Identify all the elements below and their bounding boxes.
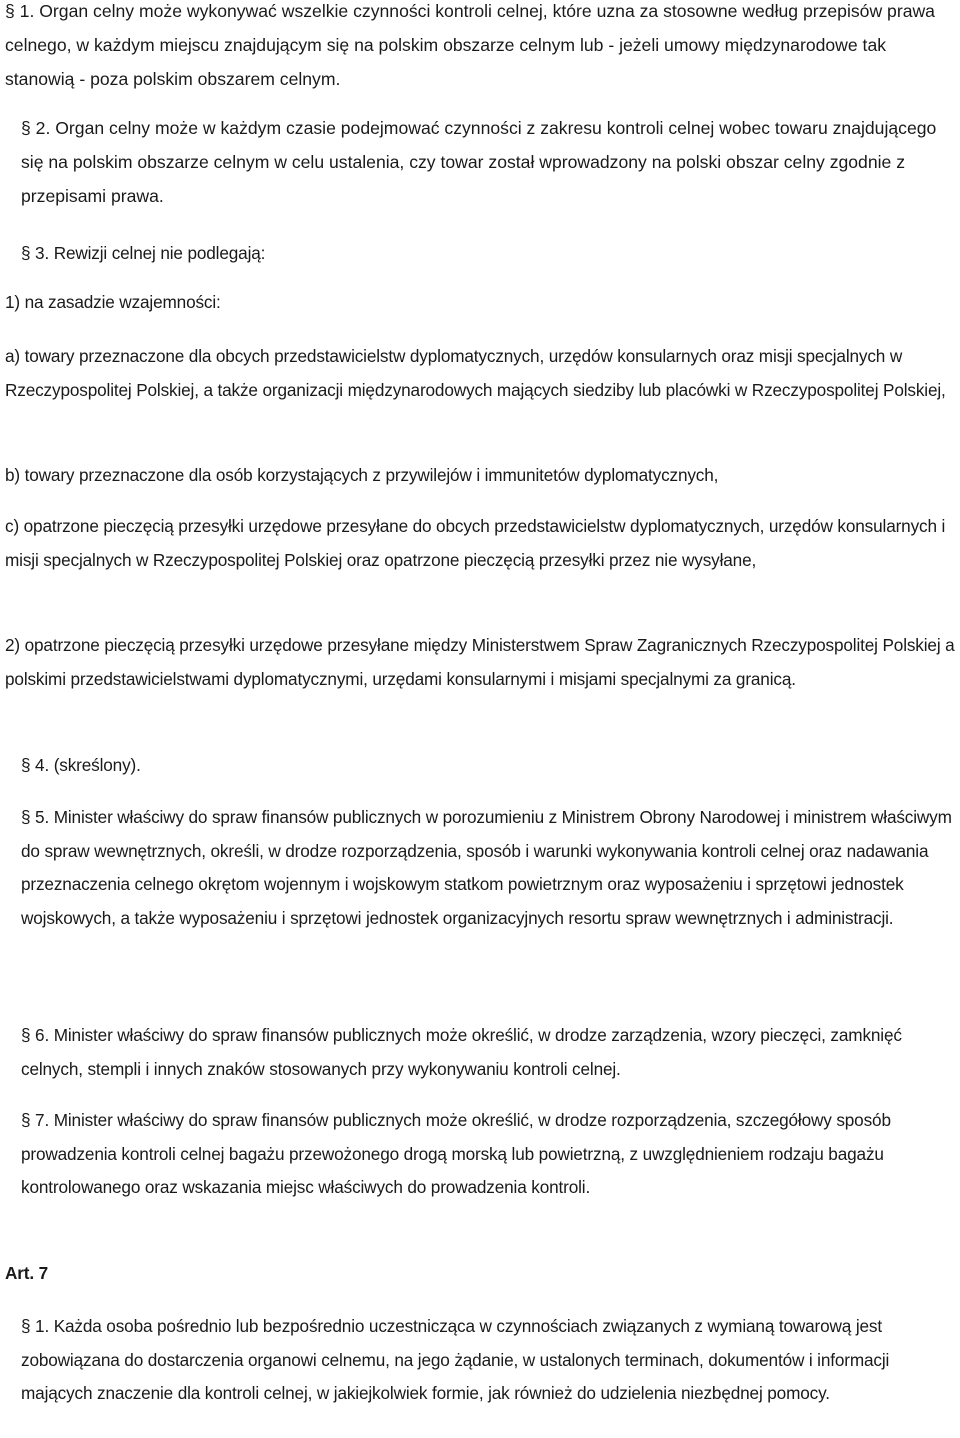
paragraph-section-2: § 2. Organ celny może w każdym czasie podejmować czynności z zakresu kontroli celnej wobec towaru znajdującego się na polskim obszarze celnym w celu ustalenia, czy towar został wprowadzony na polski obszar celny zgodnie z przepisami prawa.	[21, 118, 937, 206]
paragraph-point-1c: c) opatrzone pieczęcią przesyłki urzędowe przesyłane do obcych przedstawicielstw dyplomatycznych, urzędów konsularnych i misji specjalnych w Rzeczypospolitej Polskiej oraz opatrzone pieczęcią przesyłki przez nie wysyłane,	[5, 516, 946, 570]
paragraph-section-5: § 5. Minister właściwy do spraw finansów publicznych w porozumieniu z Ministrem Obrony Narodowej i ministrem właściwym do spraw wewnętrznych, określi, w drodze rozporządzenia, sposób i warunki wykonywania kontroli celnej oraz nadawania przeznaczenia celnego okrętom wojennym i wojskowym statkom powietrznym oraz wyposażeniu i sprzętowi jednostek wojskowych, a także wyposażeniu i sprzętowi jednostek organizacyjnych resortu spraw wewnętrznych i administracji.	[21, 807, 952, 928]
paragraph-point-2: 2) opatrzone pieczęcią przesyłki urzędowe przesyłane między Ministerstwem Spraw Zagranicznych Rzeczypospolitej Polskiej a polskimi przedstawicielstwami dyplomatycznymi, urzędami konsularnymi i misjami specjalnymi za granicą.	[5, 635, 955, 689]
paragraph-point-1: 1) na zasadzie wzajemności:	[5, 292, 221, 312]
paragraph-section-6: § 6. Minister właściwy do spraw finansów publicznych może określić, w drodze zarządzenia, wzory pieczęci, zamknięć celnych, stempli i innych znaków stosowanych przy wykonywaniu kontroli celnej.	[21, 1025, 902, 1079]
paragraph-point-1a: a) towary przeznaczone dla obcych przedstawicielstw dyplomatycznych, urzędów konsularnych oraz misji specjalnych w Rzeczypospolitej Polskiej, a także organizacji międzynarodowych mających siedziby lub placówki w Rzeczypospolitej Polskiej,	[5, 346, 946, 400]
paragraph-section-3: § 3. Rewizji celnej nie podlegają:	[21, 243, 266, 263]
paragraph-section-4: § 4. (skreślony).	[21, 755, 141, 775]
paragraph-section-7: § 7. Minister właściwy do spraw finansów publicznych może określić, w drodze rozporządzenia, szczegółowy sposób prowadzenia kontroli celnej bagażu przewożonego drogą morską lub powietrzną, z uwzględnieniem rodzaju bagażu kontrolowanego oraz wskazania miejsc właściwych do prowadzenia kontroli.	[21, 1110, 891, 1197]
paragraph-section-1: § 1. Organ celny może wykonywać wszelkie czynności kontroli celnej, które uzna za stosowne według przepisów prawa celnego, w każdym miejscu znajdującym się na polskim obszarze celnym lub - jeżeli umowy międzynarodowe tak stanowią - poza polskim obszarem celnym.	[5, 1, 935, 89]
paragraph-art7-section-1: § 1. Każda osoba pośrednio lub bezpośrednio uczestnicząca w czynnościach związanych z wymianą towarową jest zobowiązana do dostarczenia organowi celnemu, na jego żądanie, w ustalonych terminach, dokumentów i informacji mających znaczenie dla kontroli celnej, w jakiejkolwiek formie, jak również do udzielenia niezbędnej pomocy.	[21, 1316, 890, 1403]
article-heading: Art. 7	[5, 1263, 49, 1283]
paragraph-point-1b: b) towary przeznaczone dla osób korzystających z przywilejów i immunitetów dyplomatycznych,	[5, 465, 719, 485]
